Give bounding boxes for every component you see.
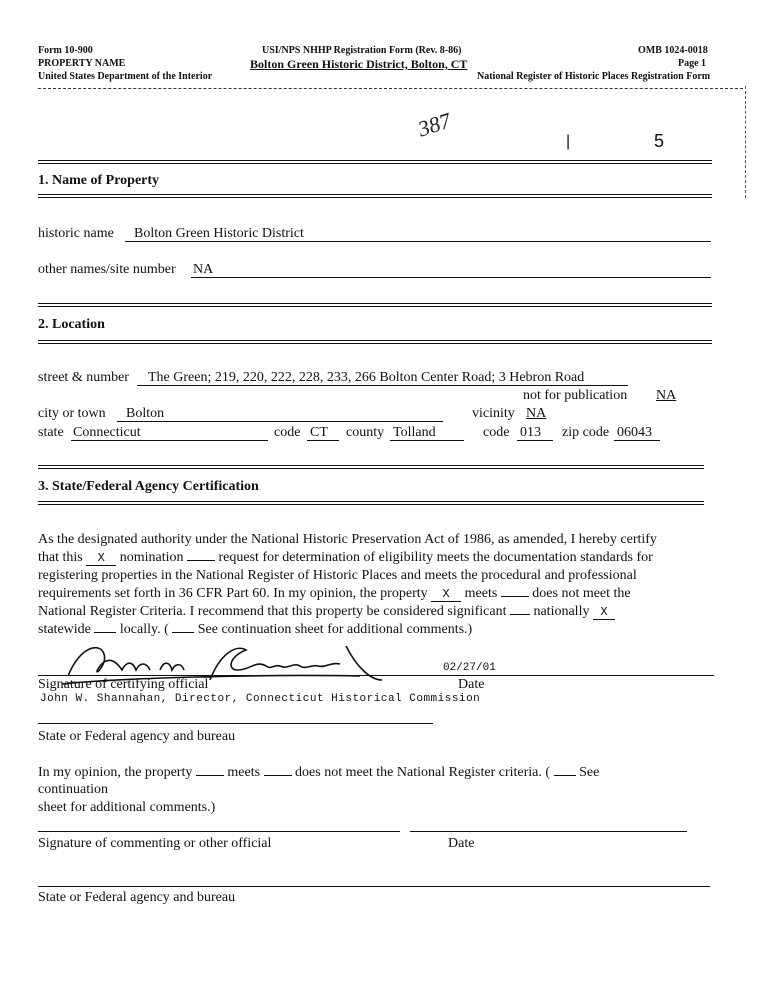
street-field xyxy=(137,370,628,386)
cert-line-5b: nationally xyxy=(533,604,590,619)
statewide-checkbox[interactable]: X xyxy=(593,605,615,620)
tick-mark: | xyxy=(566,133,571,150)
state-code-field xyxy=(307,425,339,441)
vicinity-label: vicinity xyxy=(472,406,515,421)
page-number: Page 1 xyxy=(678,58,707,69)
agency-line xyxy=(38,723,433,724)
cert-line-4 xyxy=(38,586,631,602)
cert-line-4a: requirements set forth in 36 CFR Part 60. In my opinion, the property xyxy=(38,586,428,601)
opinion-continuation-checkbox[interactable] xyxy=(554,775,576,776)
form-number: Form 10-900 xyxy=(38,45,93,56)
continuation-checkbox[interactable] xyxy=(172,632,194,633)
street-label: street & number xyxy=(38,370,129,385)
opinion-not-meet-checkbox[interactable] xyxy=(264,775,292,776)
agency-label: State or Federal agency and bureau xyxy=(38,729,236,744)
cert-line-1: As the designated authority under the National Historic Preservation Act of 1986, as amended, I hereby certify xyxy=(38,532,657,547)
comment-date-line xyxy=(410,831,687,832)
zip-field xyxy=(614,425,660,441)
cert-line-4c: does not meet the xyxy=(532,586,631,601)
official-name: John W. Shannahan, Director, Connecticut Historical Commission xyxy=(40,693,481,705)
signature-date: 02/27/01 xyxy=(443,662,496,674)
state-label: state xyxy=(38,425,64,440)
vicinity-value: NA xyxy=(526,406,547,421)
opinion-line-2: continuation xyxy=(38,782,108,797)
state-value: Connecticut xyxy=(73,425,141,440)
zip-label: zip code xyxy=(562,425,610,440)
city-label: city or town xyxy=(38,406,106,421)
city-field xyxy=(117,406,443,422)
sec3-top-rule xyxy=(38,465,704,466)
opinion-meets-checkbox[interactable] xyxy=(196,775,224,776)
cert-line-2 xyxy=(38,550,653,566)
historic-name-label: historic name xyxy=(38,226,114,241)
state-code-value: CT xyxy=(310,425,328,440)
sec2-bottom-rule-2 xyxy=(38,343,712,344)
comment-signature-line xyxy=(38,831,400,832)
does-not-meet-checkbox[interactable] xyxy=(501,596,529,597)
agency-line-2 xyxy=(38,886,710,887)
city-value: Bolton xyxy=(126,406,165,421)
nomination-checkbox[interactable]: X xyxy=(86,551,116,566)
comment-signature-label: Signature of commenting or other official xyxy=(38,836,272,851)
street-value: The Green; 219, 220, 222, 228, 233, 266 Bolton Center Road; 3 Hebron Road xyxy=(148,370,585,385)
right-edge-mark xyxy=(745,86,747,198)
locally-checkbox[interactable] xyxy=(94,632,116,633)
omb-number: OMB 1024-0018 xyxy=(638,45,708,56)
historic-name-field xyxy=(125,226,711,242)
other-names-field xyxy=(191,262,711,278)
register-form-title: National Register of Historic Places Registration Form xyxy=(477,71,711,82)
date-label: Date xyxy=(458,677,485,692)
signature-line xyxy=(38,675,714,676)
cert-line-6c: See continuation sheet for additional comments.) xyxy=(197,622,473,637)
cert-line-5a: National Register Criteria. I recommend that this property be considered significant xyxy=(38,604,507,619)
cert-line-2c: request for determination of eligibility meets the documentation standards for xyxy=(218,550,653,565)
property-name-label: PROPERTY NAME xyxy=(38,58,126,69)
opinion-c: does not meet the National Register criteria. ( xyxy=(295,765,551,780)
request-checkbox[interactable] xyxy=(187,560,215,561)
section-2-title: 2. Location xyxy=(38,317,105,332)
county-code-value: 013 xyxy=(520,425,541,440)
page-mark: 5 xyxy=(654,131,665,151)
sec2-top-rule-2 xyxy=(38,306,712,307)
opinion-a: In my opinion, the property xyxy=(38,765,193,780)
signature-label: Signature of certifying official xyxy=(38,677,209,692)
zip-value: 06043 xyxy=(617,425,652,440)
other-names-label: other names/site number xyxy=(38,262,176,277)
sec3-bottom-rule xyxy=(38,501,704,502)
department: United States Department of the Interior xyxy=(38,71,213,82)
section-3-title: 3. State/Federal Agency Certification xyxy=(38,479,259,494)
sec3-top-rule-2 xyxy=(38,468,704,469)
cert-line-2a: that this xyxy=(38,550,83,565)
sec1-top-rule xyxy=(38,160,712,161)
sec2-bottom-rule xyxy=(38,340,712,341)
county-label: county xyxy=(346,425,385,440)
property-name: Bolton Green Historic District, Bolton, CT xyxy=(250,57,468,71)
historic-name-value: Bolton Green Historic District xyxy=(134,226,304,241)
county-value: Tolland xyxy=(393,425,436,440)
meets-checkbox[interactable]: X xyxy=(431,587,461,602)
county-code-label: code xyxy=(483,425,510,440)
form-title: USI/NPS NHHP Registration Form (Rev. 8-86) xyxy=(262,45,462,56)
not-for-publication-value: NA xyxy=(656,388,677,403)
opinion-line-3: sheet for additional comments.) xyxy=(38,800,216,815)
handwritten-number: 387 xyxy=(414,107,454,142)
cert-line-6b: locally. ( xyxy=(119,622,169,637)
sec2-top-rule xyxy=(38,303,712,304)
cert-line-5 xyxy=(38,604,615,620)
sec1-bottom-rule-2 xyxy=(38,197,712,198)
cert-line-2b: nomination xyxy=(119,550,184,565)
nationally-checkbox[interactable] xyxy=(510,614,530,615)
sec1-bottom-rule xyxy=(38,194,712,195)
sec3-bottom-rule-2 xyxy=(38,504,704,505)
opinion-d: See xyxy=(579,765,600,780)
sec1-top-rule-2 xyxy=(38,163,712,164)
opinion-b: meets xyxy=(227,765,261,780)
agency-label-2: State or Federal agency and bureau xyxy=(38,890,236,905)
cert-line-6a: statewide xyxy=(38,622,91,637)
opinion-line-1 xyxy=(38,765,599,781)
other-names-value: NA xyxy=(193,262,214,277)
state-field xyxy=(71,425,268,441)
cert-line-3: registering properties in the National Register of Historic Places and meets the procedural and professional xyxy=(38,568,637,583)
state-code-label: code xyxy=(274,425,301,440)
not-for-publication-label: not for publication xyxy=(523,388,628,403)
section-1-title: 1. Name of Property xyxy=(38,173,160,188)
county-code-field xyxy=(517,425,553,441)
cert-line-4b: meets xyxy=(464,586,498,601)
header-divider xyxy=(38,88,743,89)
comment-date-label: Date xyxy=(448,836,475,851)
county-field xyxy=(390,425,464,441)
